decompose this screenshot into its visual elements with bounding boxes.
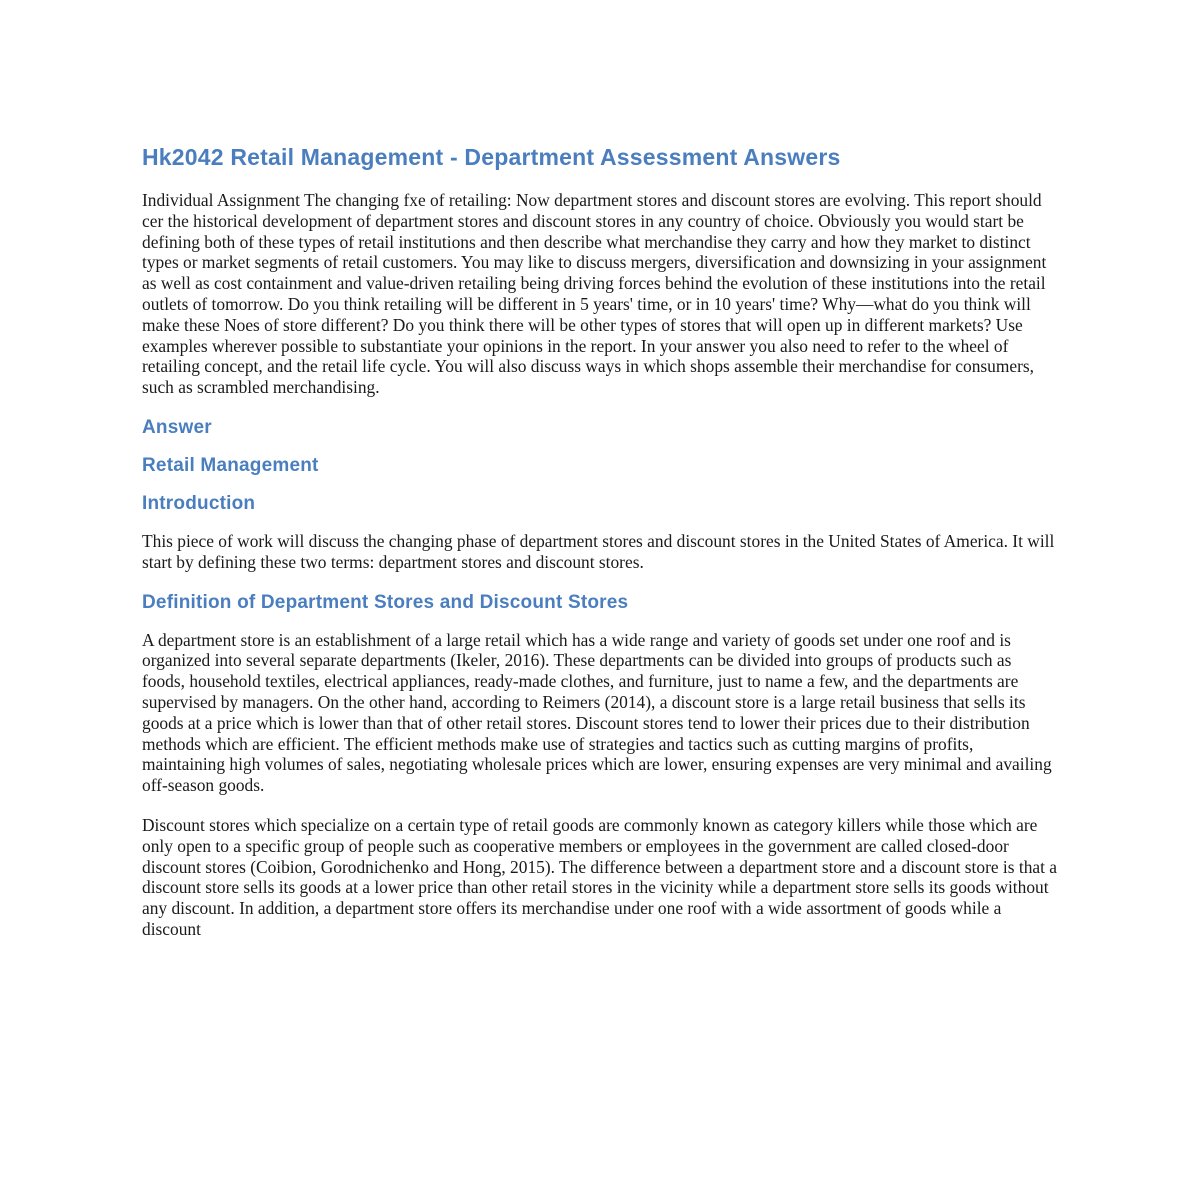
heading-answer: Answer <box>142 416 212 438</box>
heading-retail-management: Retail Management <box>142 454 319 476</box>
paragraph-difference: Discount stores which specialize on a certain type of retail goods are commonly known as category killers while those which are only open to a specific group of people such as cooperative members or employees in the government are called closed-door discount stores (Coibion, Gorodnichenko and Hong, 2015). The difference between a department store and a discount store is that a discount store sells its goods at a lower price than other retail stores in the vicinity while a department store sells its goods without any discount. In addition, a department store offers its merchandise under one roof with a wide assortment of goods while a discount <box>142 814 1058 939</box>
paragraph-introduction: This piece of work will discuss the changing phase of department stores and discount stores in the United States of America. It will start by defining these two terms: department stores and discount stores. <box>142 530 1055 572</box>
heading-introduction: Introduction <box>142 492 256 514</box>
document-body <box>142 0 1058 940</box>
paragraph-assignment-brief: Individual Assignment The changing fxe of retailing: Now department stores and discount stores are evolving. This report should cer the historical development of department stores and discount stores in any country of choice. Obviously you would start be defining both of these types of retail institutions and then describe what merchandise they carry and how they market to distinct types or market segments of retail customers. You may like to discuss mergers, diversification and downsizing in your assignment as well as cost containment and value-driven retailing being driving forces behind the evolution of these institutions into the retail outlets of tomorrow. Do you think retailing will be different in 5 years' time, or in 10 years' time? Why—what do you think will make these Noes of store different? Do you think there will be other types of stores that will open up in different markets? Use examples wherever possible to substantiate your opinions in the report. In your answer you also need to refer to the wheel of retailing concept, and the retail life cycle. You will also discuss ways in which shops assemble their merchandise for consumers, such as scrambled merchandising. <box>142 190 1047 398</box>
paragraph-definition: A department store is an establishment of a large retail which has a wide range and variety of goods set under one roof and is organized into several separate departments (Ikeler, 2016). These departments can be divided into groups of products such as foods, household textiles, electrical appliances, ready-made clothes, and furniture, just to name a few, and the departments are supervised by managers. On the other hand, according to Reimers (2014), a discount store is a large retail business that sells its goods at a price which is lower than that of other retail stores. Discount stores tend to lower their prices due to their distribution methods which are efficient. The efficient methods make use of strategies and tactics such as cutting margins of profits, maintaining high volumes of sales, negotiating wholesale prices which are lower, ensuring expenses are very minimal and availing off-season goods. <box>142 629 1052 796</box>
document-title: Hk2042 Retail Management - Department Assessment Answers <box>142 144 841 170</box>
heading-definition: Definition of Department Stores and Discount Stores <box>142 591 629 613</box>
